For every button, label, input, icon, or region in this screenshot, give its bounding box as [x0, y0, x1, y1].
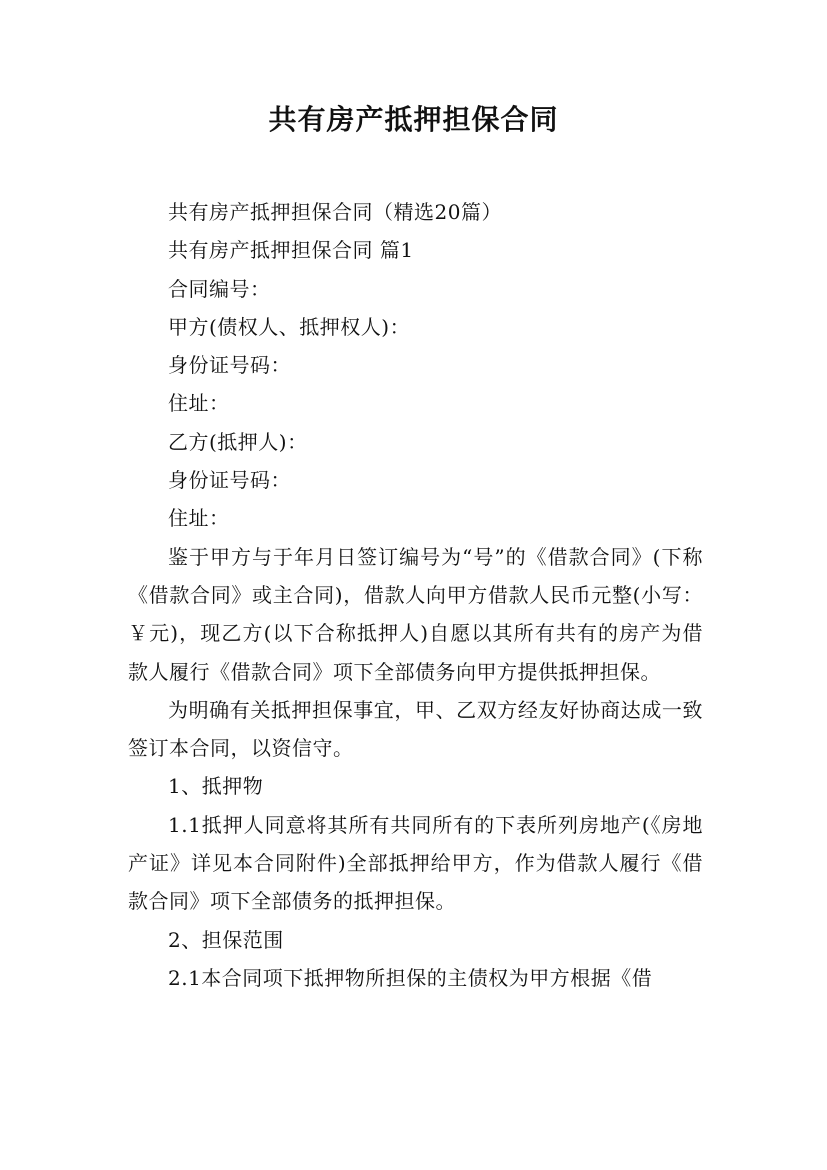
- clause-paragraph: 1.1抵押人同意将其所有共同所有的下表所列房地产(《房地产证》详见本合同附件)全部抵押给甲方，作为借款人履行《借款合同》项下全部债务的抵押担保。: [128, 812, 703, 914]
- purpose-paragraph: 为明确有关抵押担保事宜，甲、乙双方经友好协商达成一致签订本合同，以资信守。: [128, 697, 703, 761]
- contract-number-field: 合同编号：: [168, 276, 271, 301]
- document-body: [128, 193, 703, 997]
- party-b-id-field: 身份证号码：: [168, 468, 291, 493]
- party-a-field: 甲方(债权人、抵押权人)：: [168, 314, 411, 339]
- party-b-field: 乙方(抵押人)：: [168, 429, 308, 454]
- party-a-address-field: 住址：: [168, 391, 230, 416]
- document-title: 共有房产抵押担保合同: [268, 103, 559, 136]
- clause-heading: 2、担保范围: [168, 927, 284, 952]
- recital-paragraph: 鉴于甲方与于年月日签订编号为“号”的《借款合同》(下称《借款合同》或主合同)，借款人向甲方借款人民币元整(小写：￥元)，现乙方(以下合称抵押人)自愿以其所有共有的房产为借款人履行《借款合同》项下全部债务向甲方提供抵押担保。: [128, 544, 703, 684]
- subtitle-paragraph: 共有房产抵押担保合同（精选20篇）: [168, 200, 502, 224]
- party-a-id-field: 身份证号码：: [168, 353, 291, 378]
- party-b-address-field: 住址：: [168, 506, 230, 531]
- section-heading: 共有房产抵押担保合同 篇1: [168, 238, 414, 263]
- clause-paragraph: 2.1本合同项下抵押物所担保的主债权为甲方根据《借: [168, 965, 653, 990]
- clause-heading: 1、抵押物: [168, 774, 264, 799]
